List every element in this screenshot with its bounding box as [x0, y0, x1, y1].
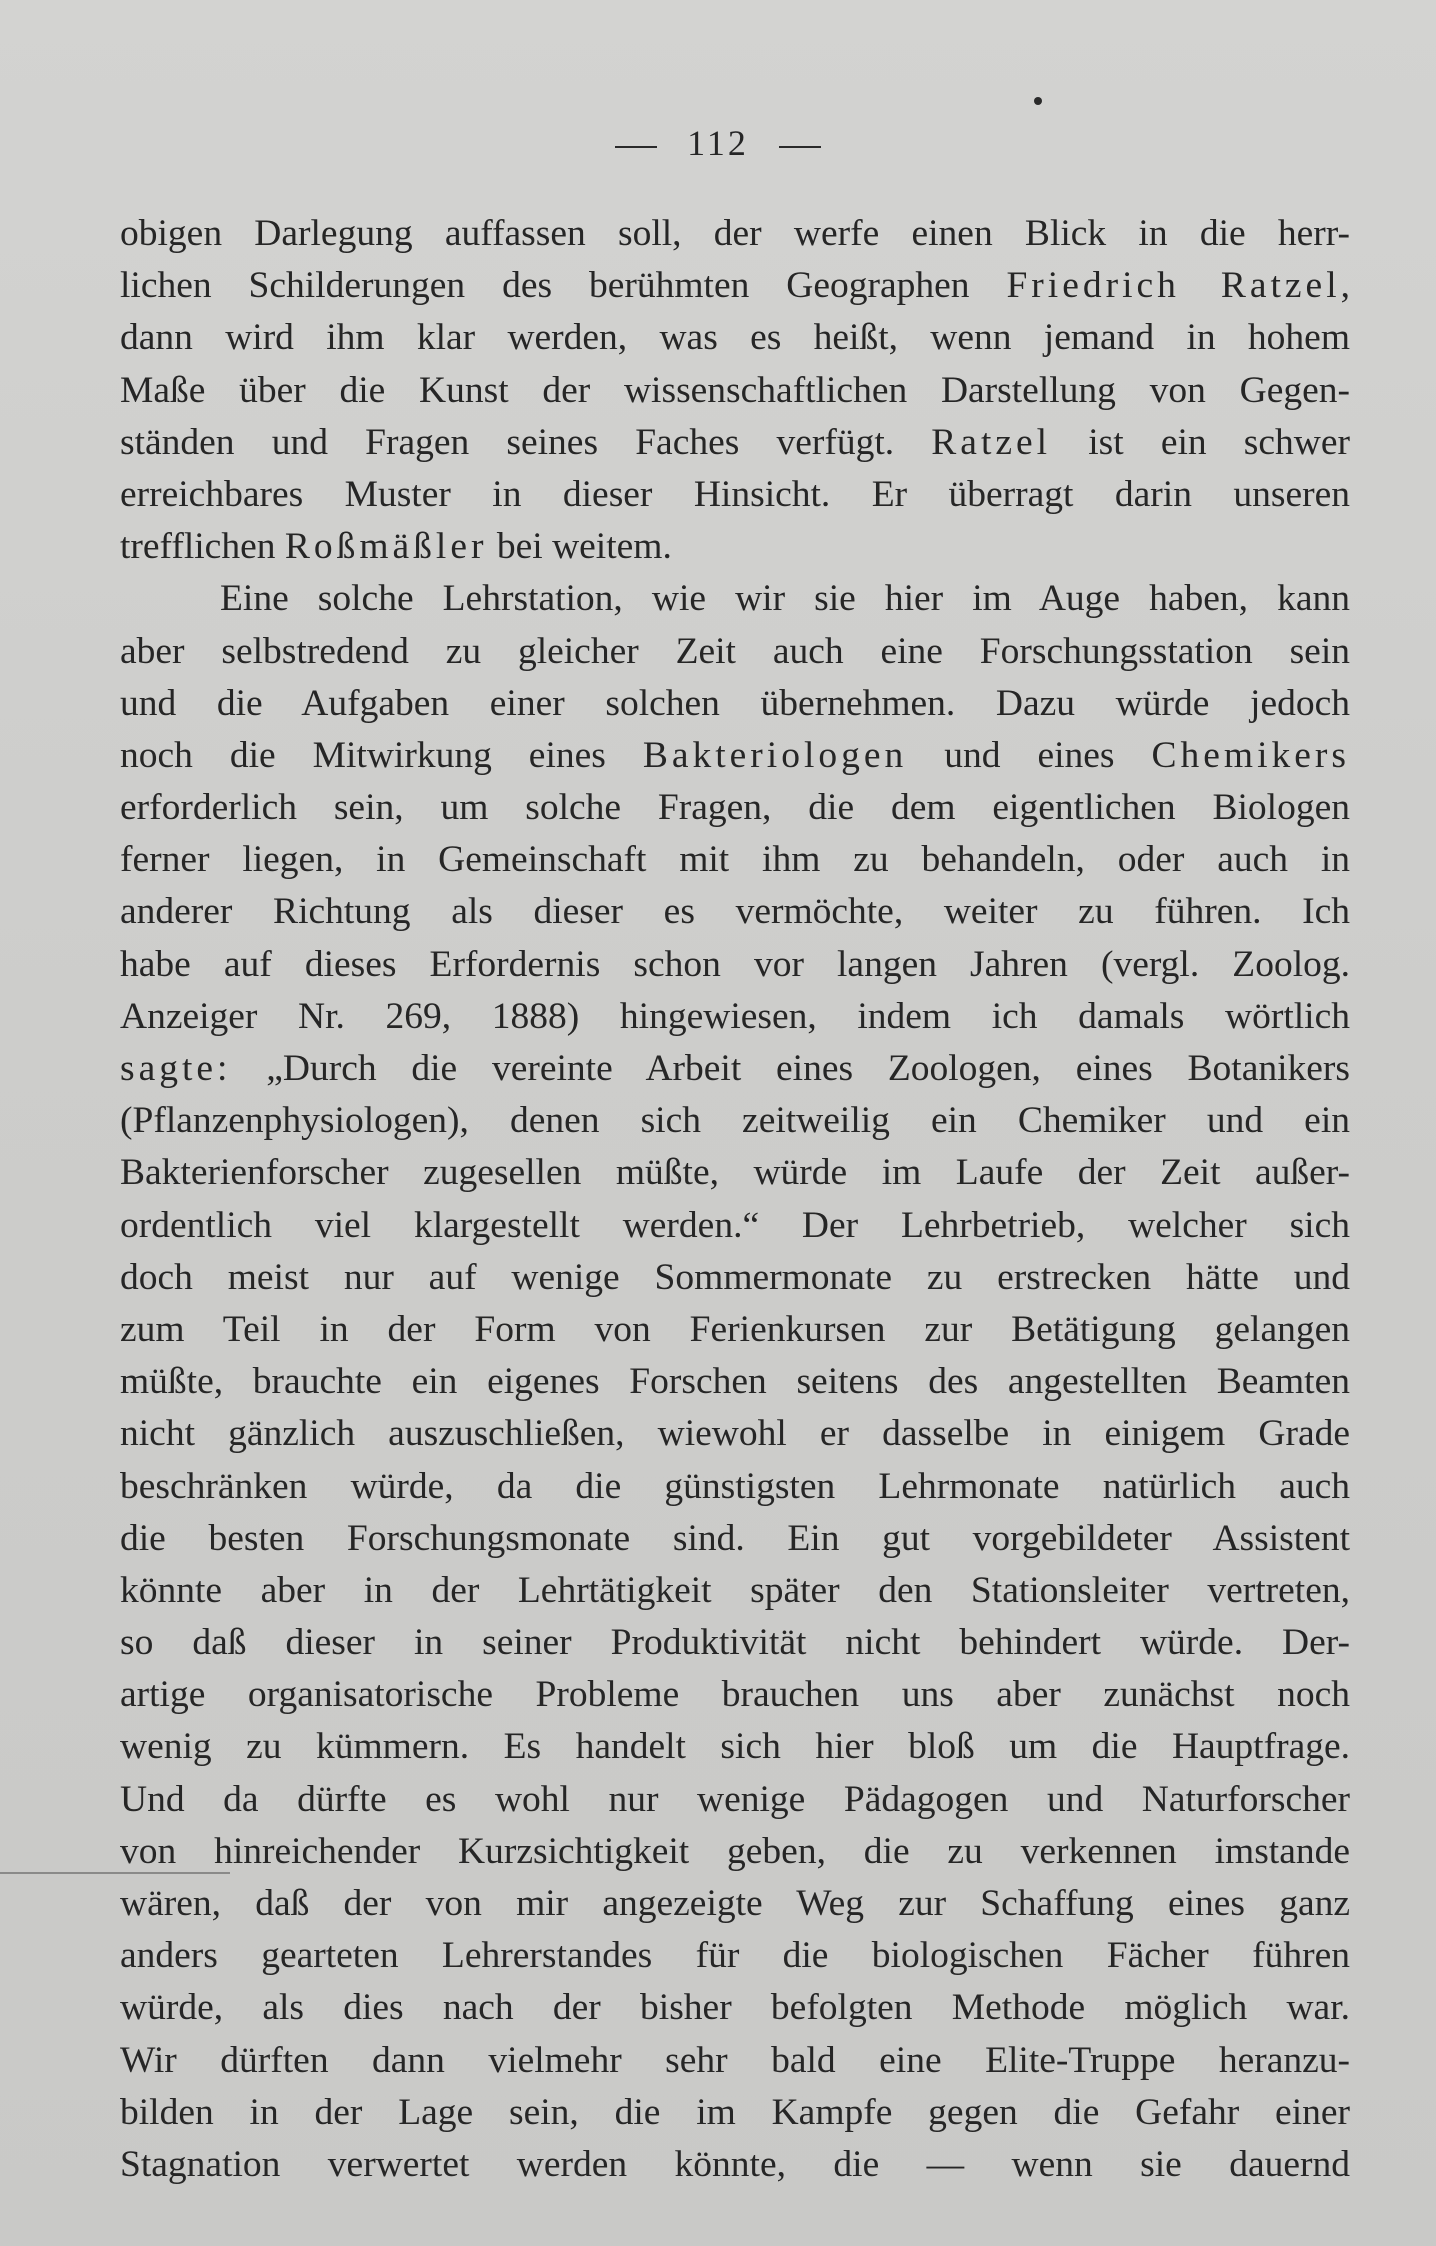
spaced-emphasis: Ratzel	[931, 421, 1052, 463]
spaced-emphasis: sagte:	[120, 1048, 232, 1089]
text-line: erreichbares Muster in dieser Hinsicht. Er überragt darin unseren	[120, 473, 1350, 515]
text-line	[120, 730, 1350, 782]
header-dash-right	[779, 146, 821, 148]
text-line	[120, 260, 1350, 312]
text-run: trefflichen	[120, 526, 285, 568]
text-line: obigen Darlegung auffassen soll, der werfe einen Blick in die herr-	[120, 213, 1350, 254]
text-line: beschränken würde, da die günstigsten Lehrmonate natürlich auch	[120, 1465, 1350, 1507]
text-line: Und da dürfte es wohl nur wenige Pädagogen und Naturforscher	[120, 1778, 1350, 1820]
text-line: zum Teil in der Form von Ferienkursen zur Betätigung gelangen	[120, 1308, 1350, 1350]
text-line: Bakterienforscher zugesellen müßte, würde im Laufe der Zeit außer-	[120, 1152, 1350, 1194]
text-line: ordentlich viel klargestellt werden.“ Der Lehrbetrieb, welcher sich	[120, 1204, 1350, 1246]
text-run: ist ein schwer	[1051, 421, 1350, 463]
text-line: bilden in der Lage sein, die im Kampfe gegen die Gefahr einer	[120, 2091, 1350, 2133]
text-line: Wir dürften dann vielmehr sehr bald eine Elite-Truppe heranzu-	[120, 2039, 1350, 2081]
text-run: „Durch die vereinte Arbeit eines Zoologen, eines Botanikers	[231, 1048, 1350, 1089]
text-line: Maße über die Kunst der wissenschaftlichen Darstellung von Gegen-	[120, 369, 1350, 411]
text-line: ferner liegen, in Gemeinschaft mit ihm zu behandeln, oder auch in	[120, 839, 1350, 881]
text-run: und eines	[907, 734, 1152, 776]
text-run: lichen Schilderungen des berühmten Geographen	[120, 265, 1007, 307]
text-line	[120, 417, 1350, 469]
page-header	[0, 122, 1436, 164]
text-line: nicht gänzlich auszuschließen, wiewohl er dasselbe in einigem Grade	[120, 1413, 1350, 1455]
spaced-emphasis: Friedrich Ratzel	[1006, 265, 1341, 307]
text-line: Stagnation verwertet werden könnte, die — wenn sie dauernd	[120, 2143, 1350, 2185]
text-line	[120, 1043, 1350, 1095]
spaced-emphasis: Roßmäßler	[284, 526, 488, 568]
text-line: (Pflanzenphysiologen), denen sich zeitweilig ein Chemiker und ein	[120, 1100, 1350, 1142]
text-line: dann wird ihm klar werden, was es heißt, wenn jemand in hohem	[120, 317, 1350, 359]
text-run: ,	[1340, 265, 1350, 307]
text-line: artige organisatorische Probleme brauchen uns aber zunächst noch	[120, 1674, 1350, 1716]
text-line: müßte, brauchte ein eigenes Forschen seitens des angestellten Beamten	[120, 1361, 1350, 1403]
ink-speck	[1034, 97, 1042, 105]
text-line: und die Aufgaben einer solchen übernehmen. Dazu würde jedoch	[120, 682, 1350, 724]
text-line: würde, als dies nach der bisher befolgten Methode möglich war.	[120, 1987, 1350, 2029]
page-number: 112	[687, 123, 749, 163]
text-line: so daß dieser in seiner Produktivität nicht behindert würde. Der-	[120, 1622, 1350, 1664]
text-line: könnte aber in der Lehrtätigkeit später den Stationsleiter vertreten,	[120, 1569, 1350, 1611]
text-line: anders gearteten Lehrerstandes für die biologischen Fächer führen	[120, 1935, 1350, 1977]
text-line: die besten Forschungsmonate sind. Ein gut vorgebildeter Assistent	[120, 1517, 1350, 1559]
text-line: habe auf dieses Erfordernis schon vor langen Jahren (vergl. Zoolog.	[120, 943, 1350, 985]
text-run: bei weitem.	[487, 526, 672, 568]
spaced-emphasis: Bakteriologen	[642, 734, 908, 776]
spaced-emphasis: Chemikers	[1151, 734, 1350, 776]
text-line	[120, 521, 1350, 573]
header-dash-left	[615, 146, 657, 148]
scan-line-artifact	[0, 1872, 230, 1874]
text-line: Eine solche Lehrstation, wie wir sie hier im Auge haben, kann	[220, 578, 1350, 620]
text-line: doch meist nur auf wenige Sommermonate zu erstrecken hätte und	[120, 1256, 1350, 1298]
text-line: erforderlich sein, um solche Fragen, die dem eigentlichen Biologen	[120, 787, 1350, 829]
text-line: wenig zu kümmern. Es handelt sich hier bloß um die Hauptfrage.	[120, 1726, 1350, 1768]
text-line: Anzeiger Nr. 269, 1888) hingewiesen, indem ich damals wörtlich	[120, 995, 1350, 1037]
text-line: von hinreichender Kurzsichtigkeit geben, die zu verkennen imstande	[120, 1830, 1350, 1872]
text-line: aber selbstredend zu gleicher Zeit auch eine Forschungsstation sein	[120, 630, 1350, 672]
text-line: anderer Richtung als dieser es vermöchte, weiter zu führen. Ich	[120, 891, 1350, 933]
body-text	[120, 208, 1350, 2191]
text-run: noch die Mitwirkung eines	[120, 734, 643, 776]
text-run: ständen und Fragen seines Faches verfügt.	[120, 421, 932, 463]
text-line: wären, daß der von mir angezeigte Weg zur Schaffung eines ganz	[120, 1883, 1350, 1924]
